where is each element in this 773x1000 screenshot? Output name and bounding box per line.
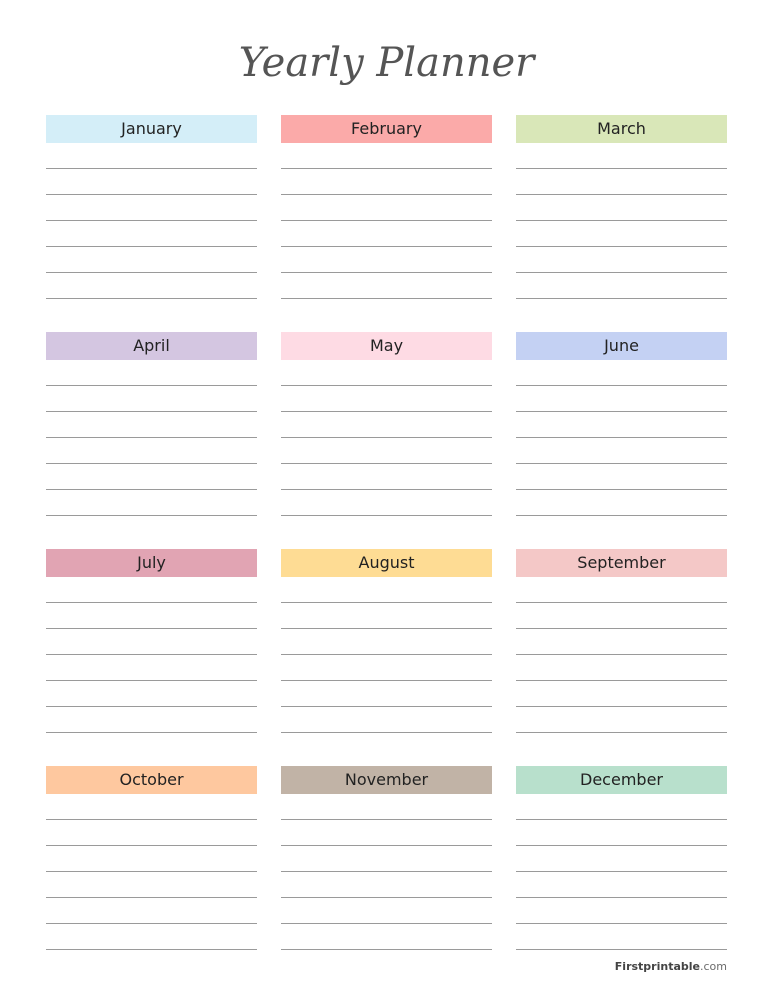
writing-line[interactable]	[281, 603, 492, 629]
writing-line[interactable]	[46, 603, 257, 629]
month-block-august	[281, 549, 492, 736]
writing-line[interactable]	[281, 438, 492, 464]
writing-line[interactable]	[281, 794, 492, 820]
writing-line[interactable]	[281, 846, 492, 872]
writing-line[interactable]	[46, 360, 257, 386]
writing-line[interactable]	[46, 247, 257, 273]
month-block-march	[516, 115, 727, 302]
writing-line[interactable]	[281, 386, 492, 412]
writing-line[interactable]	[46, 273, 257, 299]
writing-line[interactable]	[516, 169, 727, 195]
writing-line[interactable]	[46, 490, 257, 516]
writing-lines	[46, 794, 257, 950]
writing-line[interactable]	[516, 412, 727, 438]
writing-line[interactable]	[281, 872, 492, 898]
writing-line[interactable]	[281, 707, 492, 733]
writing-line[interactable]	[516, 490, 727, 516]
writing-line[interactable]	[281, 273, 492, 299]
writing-line[interactable]	[46, 438, 257, 464]
writing-lines	[516, 143, 727, 299]
writing-line[interactable]	[516, 577, 727, 603]
month-header: October	[46, 766, 257, 794]
writing-line[interactable]	[516, 898, 727, 924]
writing-line[interactable]	[281, 247, 492, 273]
footer-brand: Firstprintable	[614, 960, 700, 973]
writing-lines	[281, 143, 492, 299]
writing-line[interactable]	[46, 221, 257, 247]
writing-line[interactable]	[516, 681, 727, 707]
writing-lines	[46, 360, 257, 516]
writing-line[interactable]	[516, 794, 727, 820]
writing-line[interactable]	[516, 273, 727, 299]
month-header: December	[516, 766, 727, 794]
writing-line[interactable]	[281, 577, 492, 603]
writing-line[interactable]	[46, 924, 257, 950]
month-header: March	[516, 115, 727, 143]
writing-line[interactable]	[516, 221, 727, 247]
writing-line[interactable]	[516, 655, 727, 681]
writing-line[interactable]	[281, 898, 492, 924]
writing-line[interactable]	[516, 195, 727, 221]
writing-line[interactable]	[281, 221, 492, 247]
writing-line[interactable]	[516, 360, 727, 386]
month-header: August	[281, 549, 492, 577]
month-header: May	[281, 332, 492, 360]
writing-line[interactable]	[281, 412, 492, 438]
writing-line[interactable]	[281, 195, 492, 221]
month-block-october	[46, 766, 257, 953]
writing-line[interactable]	[281, 629, 492, 655]
writing-line[interactable]	[46, 681, 257, 707]
writing-lines	[516, 794, 727, 950]
month-header: April	[46, 332, 257, 360]
writing-line[interactable]	[516, 464, 727, 490]
writing-line[interactable]	[516, 247, 727, 273]
writing-lines	[46, 143, 257, 299]
writing-line[interactable]	[46, 629, 257, 655]
writing-line[interactable]	[281, 360, 492, 386]
writing-line[interactable]	[46, 386, 257, 412]
writing-line[interactable]	[516, 143, 727, 169]
writing-line[interactable]	[46, 794, 257, 820]
writing-line[interactable]	[46, 195, 257, 221]
writing-line[interactable]	[46, 846, 257, 872]
writing-line[interactable]	[281, 820, 492, 846]
writing-line[interactable]	[46, 872, 257, 898]
writing-line[interactable]	[516, 603, 727, 629]
month-header: September	[516, 549, 727, 577]
writing-line[interactable]	[516, 872, 727, 898]
month-block-april	[46, 332, 257, 519]
month-block-february	[281, 115, 492, 302]
writing-line[interactable]	[46, 577, 257, 603]
month-block-june	[516, 332, 727, 519]
writing-line[interactable]	[516, 629, 727, 655]
page-title: Yearly Planner	[238, 40, 535, 86]
month-header: January	[46, 115, 257, 143]
month-header: July	[46, 549, 257, 577]
month-block-july	[46, 549, 257, 736]
writing-line[interactable]	[516, 820, 727, 846]
writing-line[interactable]	[281, 655, 492, 681]
writing-line[interactable]	[516, 438, 727, 464]
months-grid	[46, 115, 727, 953]
writing-line[interactable]	[281, 143, 492, 169]
month-block-september	[516, 549, 727, 736]
month-header: February	[281, 115, 492, 143]
writing-line[interactable]	[516, 386, 727, 412]
writing-lines	[46, 577, 257, 733]
writing-line[interactable]	[46, 820, 257, 846]
month-block-may	[281, 332, 492, 519]
writing-line[interactable]	[516, 846, 727, 872]
writing-line[interactable]	[516, 707, 727, 733]
month-block-january	[46, 115, 257, 302]
writing-line[interactable]	[46, 898, 257, 924]
writing-lines	[281, 360, 492, 516]
writing-line[interactable]	[46, 412, 257, 438]
writing-line[interactable]	[281, 924, 492, 950]
writing-lines	[516, 360, 727, 516]
writing-line[interactable]	[46, 655, 257, 681]
writing-lines	[281, 577, 492, 733]
writing-line[interactable]	[46, 464, 257, 490]
writing-lines	[516, 577, 727, 733]
month-block-december	[516, 766, 727, 953]
footer-credit	[615, 960, 727, 973]
writing-line[interactable]	[281, 490, 492, 516]
month-header: June	[516, 332, 727, 360]
writing-line[interactable]	[281, 169, 492, 195]
writing-line[interactable]	[46, 143, 257, 169]
month-header: November	[281, 766, 492, 794]
month-block-november	[281, 766, 492, 953]
writing-lines	[281, 794, 492, 950]
writing-line[interactable]	[46, 169, 257, 195]
writing-line[interactable]	[281, 681, 492, 707]
writing-line[interactable]	[516, 924, 727, 950]
writing-line[interactable]	[46, 707, 257, 733]
writing-line[interactable]	[281, 464, 492, 490]
footer-suffix: .com	[700, 960, 727, 973]
